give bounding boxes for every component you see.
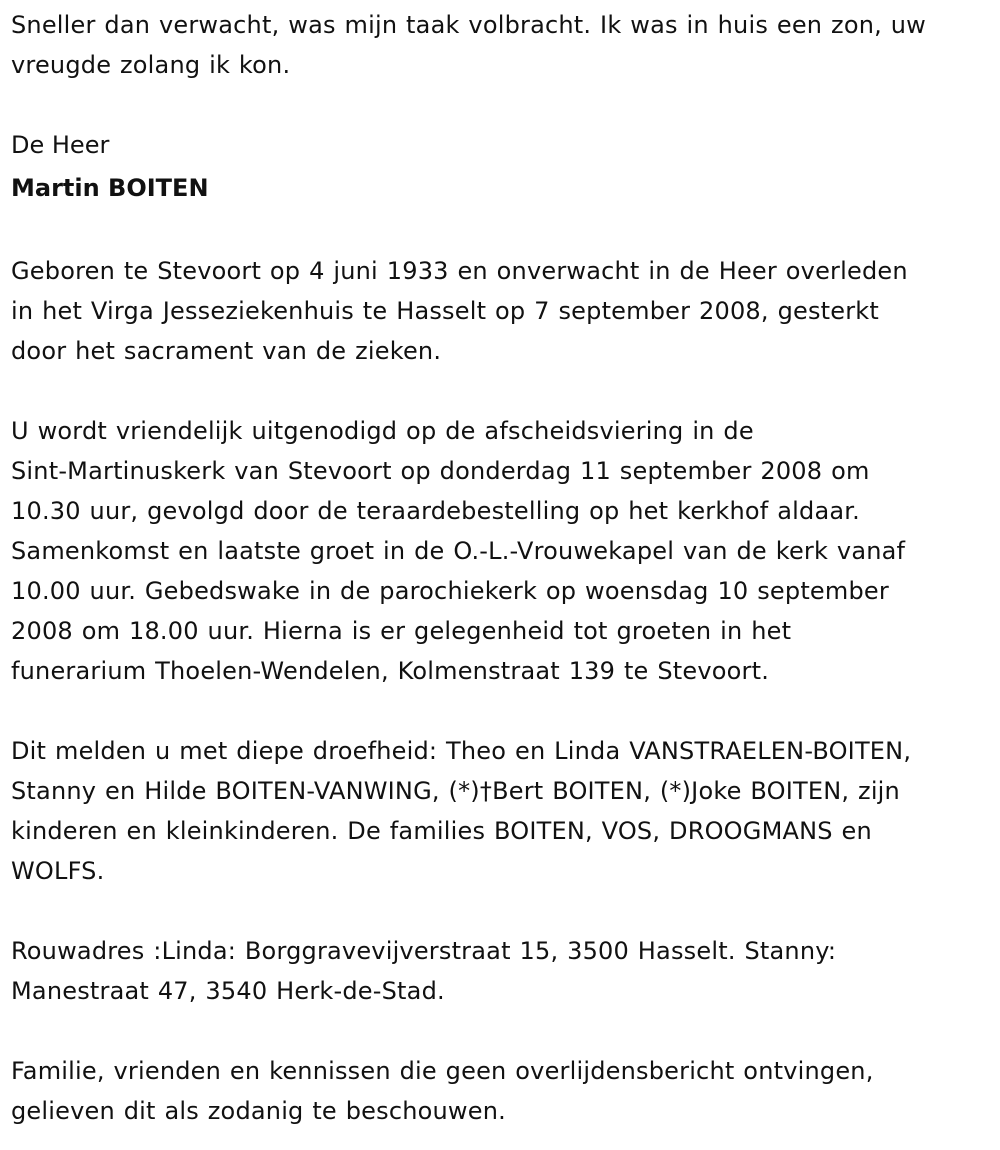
family-line: kinderen en kleinkinderen. De families BOITEN, VOS, DROOGMANS en bbox=[11, 817, 872, 845]
paragraph-gap bbox=[11, 85, 991, 125]
motto-line: Sneller dan verwacht, was mijn taak volbracht. Ik was in huis een zon, uw bbox=[11, 11, 927, 39]
address-line: Rouwadres :Linda: Borggravevijverstraat 15, 3500 Hasselt. Stanny: bbox=[11, 937, 837, 965]
ceremony-paragraph bbox=[11, 411, 991, 691]
honorific-label: De Heer bbox=[11, 131, 110, 159]
ceremony-line: funerarium Thoelen-Wendelen, Kolmenstraat 139 te Stevoort. bbox=[11, 657, 770, 685]
birth-death-line: Geboren te Stevoort op 4 juni 1933 en onverwacht in de Heer overleden bbox=[11, 257, 908, 285]
paragraph-gap bbox=[11, 691, 991, 731]
address-line: Manestraat 47, 3540 Herk-de-Stad. bbox=[11, 977, 445, 1005]
ceremony-line: Samenkomst en laatste groet in de O.-L.-Vrouwekapel van de kerk vanaf bbox=[11, 537, 906, 565]
deceased-name: Martin BOITEN bbox=[11, 174, 209, 202]
ceremony-line: U wordt vriendelijk uitgenodigd op de afscheidsviering in de bbox=[11, 417, 754, 445]
paragraph-gap bbox=[11, 891, 991, 931]
paragraph-gap bbox=[11, 371, 991, 411]
paragraph-gap bbox=[11, 211, 991, 251]
birth-death-line: in het Virga Jesseziekenhuis te Hasselt op 7 september 2008, gesterkt bbox=[11, 297, 880, 325]
closing-line: Familie, vrienden en kennissen die geen overlijdensbericht ontvingen, bbox=[11, 1057, 874, 1085]
closing-paragraph bbox=[11, 1051, 991, 1131]
paragraph-gap bbox=[11, 1011, 991, 1051]
birth-death-line: door het sacrament van de zieken. bbox=[11, 337, 442, 365]
motto-line: vreugde zolang ik kon. bbox=[11, 51, 291, 79]
ceremony-line: 2008 om 18.00 uur. Hierna is er gelegenheid tot groeten in het bbox=[11, 617, 792, 645]
ceremony-line: Sint-Martinuskerk van Stevoort op donderdag 11 september 2008 om bbox=[11, 457, 870, 485]
motto-paragraph bbox=[11, 5, 991, 85]
address-paragraph bbox=[11, 931, 991, 1011]
ceremony-line: 10.30 uur, gevolgd door de teraardebestelling op het kerkhof aldaar. bbox=[11, 497, 860, 525]
closing-line: gelieven dit als zodanig te beschouwen. bbox=[11, 1097, 506, 1125]
family-line: Stanny en Hilde BOITEN-VANWING, (*)†Bert BOITEN, (*)Joke BOITEN, zijn bbox=[11, 777, 900, 805]
obituary-document bbox=[11, 5, 991, 1131]
family-paragraph bbox=[11, 731, 991, 891]
birth-death-paragraph bbox=[11, 251, 991, 371]
family-line: Dit melden u met diepe droefheid: Theo en Linda VANSTRAELEN-BOITEN, bbox=[11, 737, 912, 765]
ceremony-line: 10.00 uur. Gebedswake in de parochiekerk op woensdag 10 september bbox=[11, 577, 889, 605]
family-line: WOLFS. bbox=[11, 857, 105, 885]
